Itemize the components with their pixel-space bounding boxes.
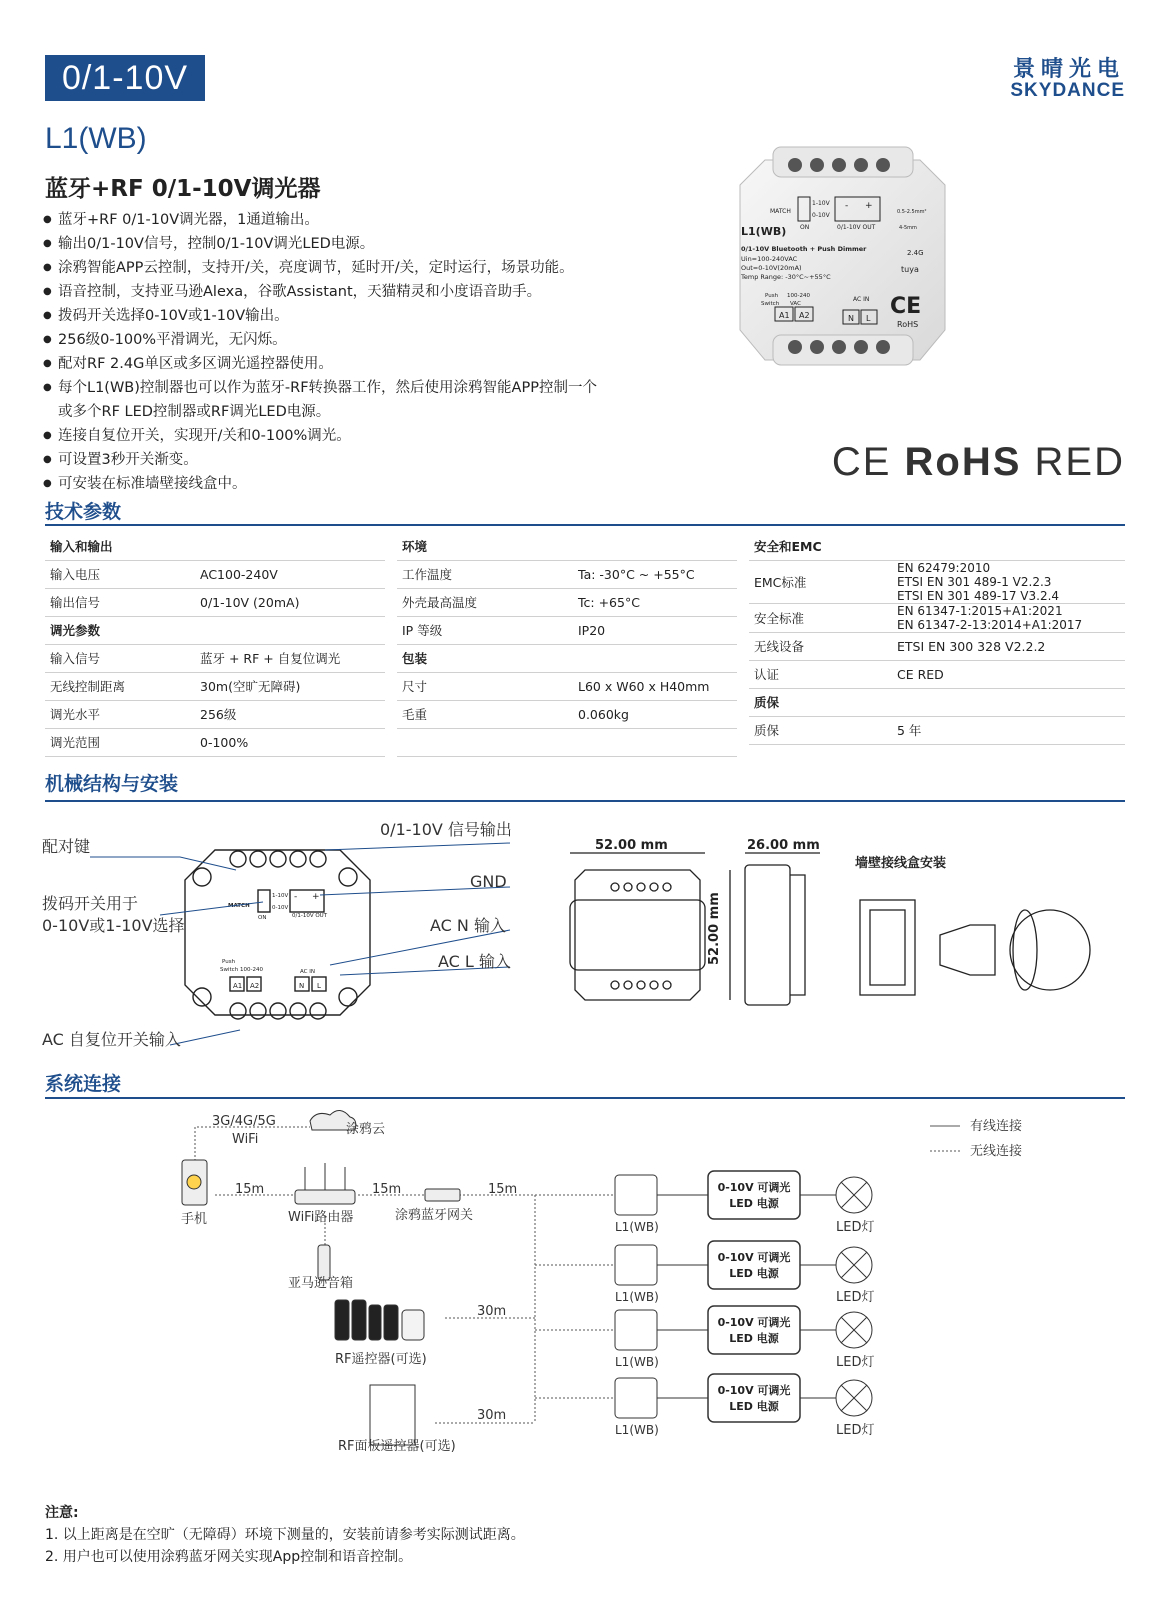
spec-value: 0.060kg: [573, 700, 737, 728]
spec-row: [397, 616, 737, 644]
spec-row: [749, 532, 1125, 560]
spec-label: 输入信号: [45, 644, 195, 672]
svg-text:AC L 输入: AC L 输入: [438, 952, 511, 971]
spec-row: [45, 644, 385, 672]
svg-text:AC N 输入: AC N 输入: [430, 916, 506, 935]
feature-item: ● 涂鸦智能APP云控制，支持开/关，亮度调节，延时开/关，定时运行，场景功能。: [43, 256, 673, 280]
spec-table-safety: [749, 532, 1125, 745]
feature-item: ● 蓝牙+RF 0/1-10V调光器，1通道输出。: [43, 208, 673, 232]
controller-label: L1(WB): [615, 1220, 659, 1234]
spec-label: 质保: [749, 716, 892, 744]
svg-text:A1: A1: [233, 982, 243, 990]
feature-item-continued: 或多个RF LED控制器或RF调光LED电源。: [58, 404, 331, 420]
brand-name-en: SKYDANCE: [1010, 80, 1125, 101]
feature-item: ● 256级0-100%平滑调光，无闪烁。: [43, 328, 673, 352]
spec-value: L60 x W60 x H40mm: [573, 672, 737, 700]
feature-item: ● 连接自复位开关，实现开/关和0-100%调光。: [43, 424, 673, 448]
svg-text:15m: 15m: [488, 1182, 518, 1197]
spec-value-line: EN 61347-2-13:2014+A1:2017: [897, 617, 1083, 632]
svg-text:亚马逊音箱: 亚马逊音箱: [288, 1276, 354, 1291]
product-image: [735, 135, 950, 380]
led-driver-label: 0-10V 可调光: [717, 1316, 791, 1329]
svg-text:4-5mm: 4-5mm: [899, 225, 917, 231]
spec-value: AC100-240V: [195, 560, 385, 588]
svg-text:Push: Push: [765, 293, 779, 299]
svg-text:1-10V: 1-10V: [812, 200, 830, 207]
spec-label: 毛重: [397, 700, 573, 728]
svg-text:RoHS: RoHS: [897, 320, 919, 329]
svg-text:有线连接: 有线连接: [970, 1119, 1023, 1134]
spec-label: IP 等级: [397, 616, 573, 644]
spec-label: 无线设备: [749, 632, 892, 660]
svg-text:涂鸦蓝牙网关: 涂鸦蓝牙网关: [395, 1208, 474, 1223]
svg-text:0/1-10V 信号输出: 0/1-10V 信号输出: [380, 820, 512, 839]
spec-value: 0-100%: [195, 728, 385, 756]
spec-value-line: ETSI EN 301 489-1 V2.2.3: [897, 574, 1052, 589]
svg-text:52.00 mm: 52.00 mm: [595, 838, 668, 853]
svg-text:手机: 手机: [181, 1212, 208, 1227]
spec-value: [573, 728, 737, 756]
svg-text:ON: ON: [800, 224, 810, 231]
svg-text:N: N: [299, 982, 305, 990]
svg-text:无线连接: 无线连接: [970, 1144, 1023, 1159]
svg-text:30m: 30m: [477, 1304, 507, 1319]
svg-text:Uin=100-240VAC: Uin=100-240VAC: [741, 255, 798, 263]
spec-table-io: [45, 532, 385, 757]
svg-text:30m: 30m: [477, 1408, 507, 1423]
feature-item: ● 输出0/1-10V信号，控制0/1-10V调光LED电源。: [43, 232, 673, 256]
svg-text:0-10V: 0-10V: [812, 212, 830, 219]
spec-value-line: EN 62479:2010: [897, 560, 991, 575]
product-model: L1(WB): [45, 122, 147, 155]
svg-text:Out=0-10V(20mA): Out=0-10V(20mA): [741, 264, 802, 272]
spec-label: 工作温度: [397, 560, 573, 588]
svg-text:0-10V: 0-10V: [272, 905, 289, 911]
svg-text:0/1-10V Bluetooth + Push Dimm: 0/1-10V Bluetooth + Push Dimmer: [741, 245, 867, 253]
spec-value: 30m(空旷无障碍): [195, 672, 385, 700]
spec-table-env: [397, 532, 737, 757]
svg-text:AC IN: AC IN: [853, 296, 870, 303]
led-driver-label: LED 电源: [729, 1332, 779, 1345]
spec-row: [749, 716, 1125, 744]
led-driver-box: [708, 1306, 800, 1354]
svg-text:A2: A2: [799, 311, 810, 320]
svg-text:GND: GND: [470, 872, 507, 891]
spec-value: 5 年: [892, 716, 1125, 744]
spec-value: [892, 560, 1125, 603]
note-item: 1. 以上距离是在空旷（无障碍）环境下测量的，安装前请参考实际测试距离。: [45, 1527, 525, 1543]
spec-value: ETSI EN 300 328 V2.2.2: [892, 632, 1125, 660]
feature-item: ● 语音控制，支持亚马逊Alexa，谷歌Assistant，天猫精灵和小度语音助手。: [43, 280, 673, 304]
spec-label: 外壳最高温度: [397, 588, 573, 616]
spec-row: [45, 700, 385, 728]
feature-list: [43, 208, 673, 496]
svg-text:涂鸦云: 涂鸦云: [346, 1122, 386, 1137]
spec-row: [45, 588, 385, 616]
spec-label: EMC标准: [749, 560, 892, 603]
led-lamp-label: LED灯: [836, 1423, 875, 1438]
spec-label: 调光范围: [45, 728, 195, 756]
svg-text:52.00 mm: 52.00 mm: [707, 892, 722, 965]
svg-text:+: +: [865, 201, 873, 211]
spec-value: 0/1-10V (20mA): [195, 588, 385, 616]
svg-text:N: N: [848, 314, 854, 323]
controller-unit: [615, 1175, 657, 1215]
section-title-system: 系统连接: [45, 1073, 122, 1095]
svg-text:tuya: tuya: [901, 265, 919, 274]
svg-text:0/1-10V OUT: 0/1-10V OUT: [292, 913, 328, 919]
svg-text:CE: CE: [890, 294, 922, 319]
spec-value-line: EN 61347-1:2015+A1:2021: [897, 603, 1063, 618]
spec-value: Tc: +65°C: [573, 588, 737, 616]
spec-label: 无线控制距离: [45, 672, 195, 700]
spec-row: [749, 632, 1125, 660]
spec-label: 输入电压: [45, 560, 195, 588]
feature-item: ● 可安装在标准墙壁接线盒中。: [43, 472, 673, 496]
spec-row: [45, 532, 385, 560]
spec-label: [397, 728, 573, 756]
spec-row: [749, 603, 1125, 632]
svg-text:AC 自复位开关输入: AC 自复位开关输入: [42, 1030, 181, 1049]
category-badge: 0/1-10V: [45, 55, 205, 101]
spec-row: [45, 728, 385, 756]
spec-label: 安全标准: [749, 603, 892, 632]
svg-text:0/1-10V OUT: 0/1-10V OUT: [837, 224, 876, 231]
svg-text:Temp Range: -30°C~+55°C: Temp Range: -30°C~+55°C: [741, 273, 831, 281]
svg-text:WiFi: WiFi: [232, 1132, 259, 1147]
svg-text:-: -: [845, 201, 849, 211]
spec-group-header: 包装: [397, 644, 737, 672]
svg-text:0.5-2.5mm²: 0.5-2.5mm²: [897, 209, 927, 215]
spec-label: 尺寸: [397, 672, 573, 700]
spec-row: [749, 688, 1125, 716]
spec-row: [397, 728, 737, 756]
controller-unit: [615, 1310, 657, 1350]
spec-label: 认证: [749, 660, 892, 688]
mechanical-diagram: [40, 815, 1130, 1055]
svg-text:RF遥控器(可选): RF遥控器(可选): [335, 1352, 427, 1367]
svg-text:L: L: [866, 314, 871, 323]
section-divider: [45, 1097, 1125, 1099]
product-subtitle: 蓝牙+RF 0/1-10V调光器: [45, 176, 321, 202]
spec-label: 输出信号: [45, 588, 195, 616]
led-lamp-label: LED灯: [836, 1220, 875, 1235]
brand-name-cn: 景晴光电: [1012, 57, 1125, 82]
led-driver-label: LED 电源: [729, 1400, 779, 1413]
spec-label: 调光水平: [45, 700, 195, 728]
spec-value: 256级: [195, 700, 385, 728]
svg-text:L1(WB): L1(WB): [741, 225, 787, 238]
spec-value: Ta: -30°C ~ +55°C: [573, 560, 737, 588]
spec-row: [397, 560, 737, 588]
note-item: 2. 用户也可以使用涂鸦蓝牙网关实现App控制和语音控制。: [45, 1549, 413, 1565]
spec-row: [749, 560, 1125, 603]
controller-label: L1(WB): [615, 1423, 659, 1437]
spec-row: [749, 660, 1125, 688]
ce-mark: CE: [831, 440, 892, 484]
rohs-mark: RoHS: [904, 440, 1022, 484]
svg-text:-: -: [294, 892, 298, 902]
led-lamp-label: LED灯: [836, 1355, 875, 1370]
controller-label: L1(WB): [615, 1290, 659, 1304]
feature-item: ● 拨码开关选择0-10V或1-10V输出。: [43, 304, 673, 328]
svg-text:+: +: [312, 892, 320, 902]
section-divider: [45, 800, 1125, 802]
spec-row: [45, 616, 385, 644]
led-driver-label: LED 电源: [729, 1197, 779, 1210]
svg-text:100-240: 100-240: [240, 967, 263, 973]
svg-text:1-10V: 1-10V: [272, 893, 289, 899]
spec-row: [397, 672, 737, 700]
svg-text:L: L: [317, 982, 321, 990]
feature-item: ● 每个L1(WB)控制器也可以作为蓝牙-RF转换器工作，然后使用涂鸦智能APP控制一个: [43, 376, 673, 400]
feature-item: ● 可设置3秒开关渐变。: [43, 448, 673, 472]
svg-text:拨码开关用于: 拨码开关用于: [42, 894, 139, 913]
svg-text:VAC: VAC: [790, 301, 801, 307]
svg-text:MATCH: MATCH: [228, 903, 250, 909]
spec-value-line: ETSI EN 301 489-17 V3.2.4: [897, 588, 1060, 603]
svg-text:3G/4G/5G: 3G/4G/5G: [212, 1114, 276, 1129]
feature-item: ● 配对RF 2.4G单区或多区调光遥控器使用。: [43, 352, 673, 376]
spec-row: [397, 588, 737, 616]
svg-text:A1: A1: [779, 311, 790, 320]
led-driver-label: 0-10V 可调光: [717, 1384, 791, 1397]
svg-text:Push: Push: [222, 959, 236, 965]
led-driver-box: [708, 1241, 800, 1289]
section-title-mechanical: 机械结构与安装: [45, 773, 179, 795]
spec-value: [892, 603, 1125, 632]
svg-text:AC IN: AC IN: [300, 969, 315, 975]
svg-text:Switch: Switch: [761, 301, 780, 307]
led-lamp-label: LED灯: [836, 1290, 875, 1305]
svg-text:15m: 15m: [235, 1182, 265, 1197]
section-title-specs: 技术参数: [45, 501, 122, 523]
svg-text:MATCH: MATCH: [770, 208, 791, 215]
controller-unit: [615, 1245, 657, 1285]
spec-value: 蓝牙 + RF + 自复位调光: [195, 644, 385, 672]
spec-group-header: 质保: [749, 688, 1125, 716]
svg-text:RF面板遥控器(可选): RF面板遥控器(可选): [338, 1439, 456, 1454]
led-driver-box: [708, 1374, 800, 1422]
svg-text:WiFi路由器: WiFi路由器: [288, 1210, 354, 1225]
controller-label: L1(WB): [615, 1355, 659, 1369]
red-mark: RED: [1034, 440, 1125, 484]
svg-text:A2: A2: [250, 982, 260, 990]
spec-row: [45, 560, 385, 588]
spec-row: [45, 672, 385, 700]
led-driver-label: 0-10V 可调光: [717, 1181, 791, 1194]
led-driver-label: 0-10V 可调光: [717, 1251, 791, 1264]
svg-text:15m: 15m: [372, 1182, 402, 1197]
svg-text:0-10V或1-10V选择: 0-10V或1-10V选择: [42, 916, 185, 935]
led-driver-box: [708, 1171, 800, 1219]
spec-row: [397, 532, 737, 560]
section-divider: [45, 524, 1125, 526]
spec-group-header: 环境: [397, 532, 737, 560]
spec-group-header: 调光参数: [45, 616, 385, 644]
notes-title: 注意:: [45, 1505, 79, 1521]
spec-value: CE RED: [892, 660, 1125, 688]
svg-text:26.00 mm: 26.00 mm: [747, 838, 820, 853]
svg-text:配对键: 配对键: [42, 837, 91, 856]
certification-marks: [832, 440, 1125, 485]
spec-row: [397, 644, 737, 672]
spec-value: IP20: [573, 616, 737, 644]
spec-row: [397, 700, 737, 728]
spec-group-header: 安全和EMC: [749, 532, 1125, 560]
led-driver-label: LED 电源: [729, 1267, 779, 1280]
spec-group-header: 输入和输出: [45, 532, 385, 560]
svg-text:100-240: 100-240: [787, 293, 810, 299]
notes: [45, 1502, 525, 1568]
svg-text:ON: ON: [258, 915, 267, 921]
controller-unit: [615, 1378, 657, 1418]
svg-text:Switch: Switch: [220, 967, 239, 973]
system-diagram: [40, 1105, 1130, 1465]
svg-text:2.4G: 2.4G: [907, 249, 924, 257]
svg-text:墙壁接线盒安装: 墙壁接线盒安装: [855, 856, 947, 871]
